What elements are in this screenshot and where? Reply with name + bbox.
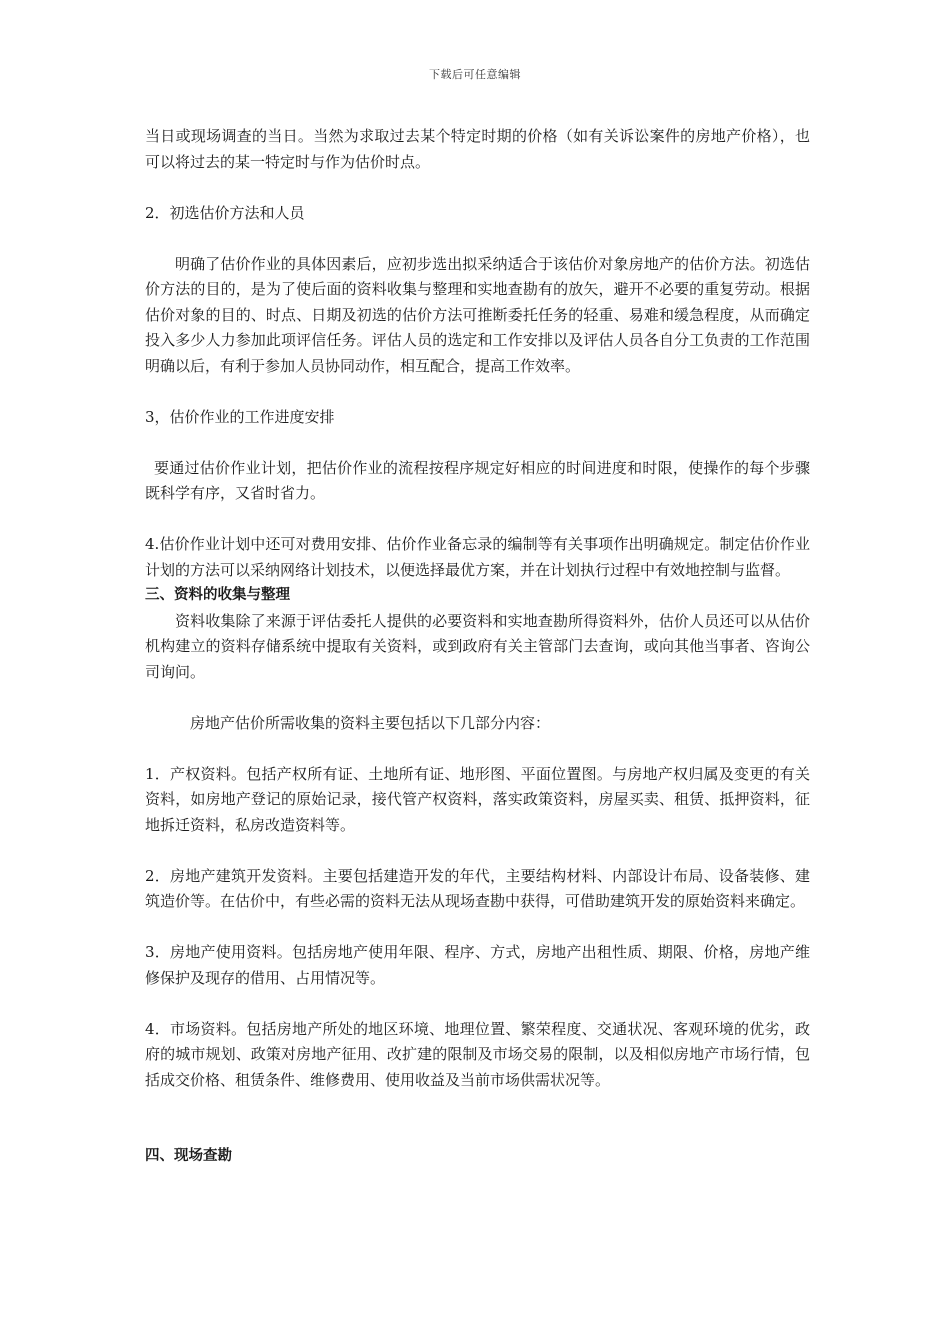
paragraph-data-contents-intro: 房地产估价所需收集的资料主要包括以下几部分内容： (190, 713, 551, 732)
paragraph-continuation: 当日或现场调查的当日。当然为求取过去某个特定时期的价格（如有关诉讼案件的房地产价格），也可以将过去的某一特定时与作为估价时点。 (145, 127, 810, 171)
list-item-construction: 2．房地产建筑开发资料。主要包括建造开发的年代，主要结构材料、内部设计布局、设备装修、建筑造价等。在估价中，有些必需的资料无法从现场查勘中获得，可借助建筑开发的原始资料来确定。 (145, 866, 810, 910)
list-item-property-rights: 1．产权资料。包括产权所有证、土地所有证、地形图、平面位置图。与房地产权归属及变更的有关资料，如房地产登记的原始记录，接代管产权资料，落实政策资料，房屋买卖、租赁、抵押资料，征地拆迁资料，私房改造资料等。 (145, 764, 810, 834)
paragraph-data-sources: 资料收集除了来源于评估委托人提供的必要资料和实地查勘所得资料外，估价人员还可以从估价机构建立的资料存储系统中提取有关资料，或到政府有关主管部门去查询，或向其他当事者、咨询公司询问。 (145, 611, 810, 681)
page-header-note: 下载后可任意编辑 (429, 68, 521, 81)
list-item-market: 4．市场资料。包括房地产所处的地区环境、地理位置、繁荣程度、交通状况、客观环境的优劣，政府的城市规划、政策对房地产征用、改扩建的限制及市场交易的限制，以及相似房地产市场行情，包括成交价格、租赁条件、维修费用、使用收益及当前市场供需状况等。 (145, 1019, 810, 1089)
paragraph-initial-selection: 明确了估价作业的具体因素后，应初步选出拟采纳适合于该估价对象房地产的估价方法。初选估价方法的目的，是为了使后面的资料收集与整理和实地查勘有的放矢，避开不必要的重复劳动。根据估价对象的目的、时点、日期及初选的估价方法可推断委托任务的轻重、易难和缓急程度，从而确定投入多少人力参加此项评信任务。评估人员的选定和工作安排以及评估人员各自分工负责的工作范围明确以后，有利于参加人员协同动作，相互配合，提高工作效率。 (145, 254, 810, 375)
section-title-data-collection: 三、资料的收集与整理 (145, 587, 290, 603)
subheading-initial-selection: 2．初选估价方法和人员 (145, 203, 305, 222)
section-title-site-survey: 四、现场查勘 (145, 1148, 232, 1164)
paragraph-schedule: 要通过估价作业计划，把估价作业的流程按程序规定好相应的时间进度和时限，使操作的每个步骤既科学有序，又省时省力。 (145, 458, 810, 502)
paragraph-plan-costs: 4.估价作业计划中还可对费用安排、估价作业备忘录的编制等有关事项作出明确规定。制定估价作业计划的方法可以采纳网络计划技术，以便选择最优方案，并在计划执行过程中有效地控制与监督。 (145, 535, 810, 579)
list-item-usage: 3．房地产使用资料。包括房地产使用年限、程序、方式，房地产出租性质、期限、价格，房地产维修保护及现存的借用、占用情况等。 (145, 943, 810, 987)
subheading-schedule: 3，估价作业的工作进度安排 (145, 407, 335, 426)
document-body (145, 124, 810, 1170)
